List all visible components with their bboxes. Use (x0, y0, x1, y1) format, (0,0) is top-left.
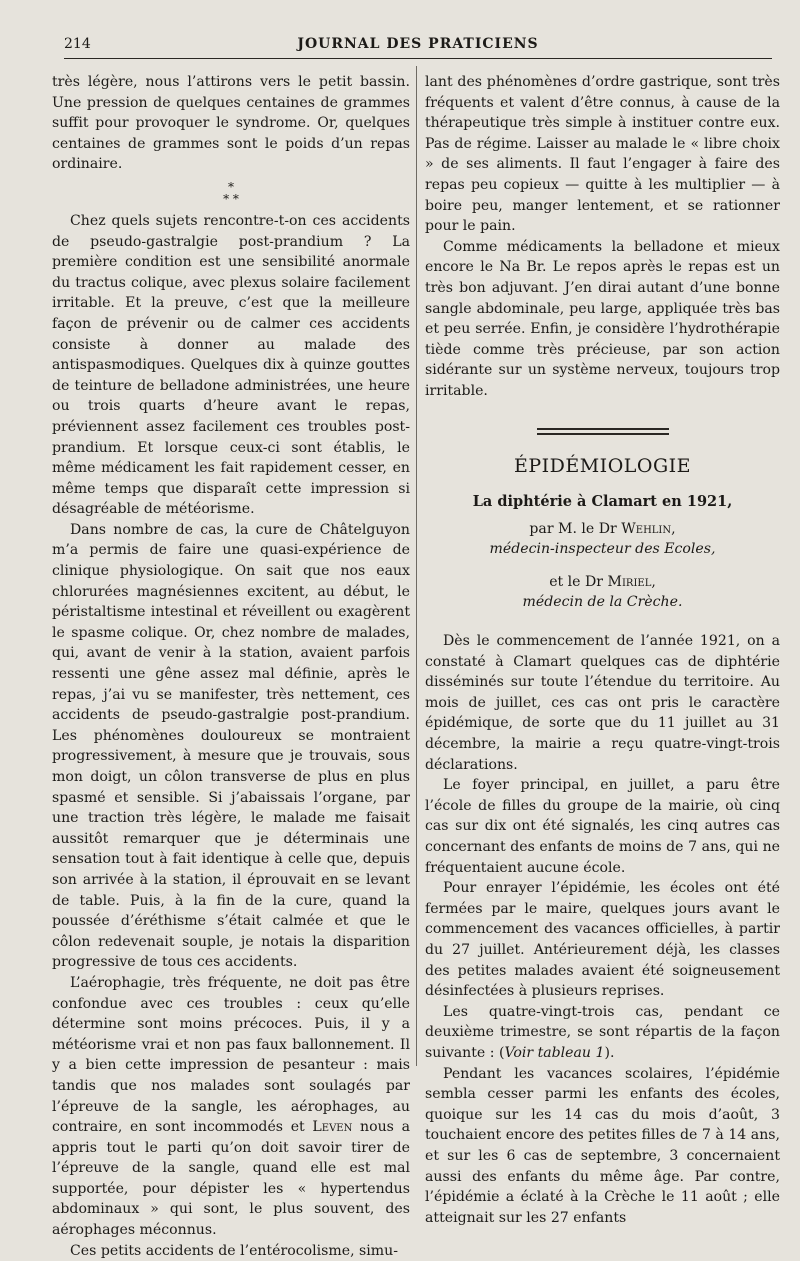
paragraph (52, 973, 410, 1241)
paragraph: Les quatre-vingt-trois cas, pendant ce deuxième trimestre, se sont répartis de la façon suivante : (Voir tableau 1). (425, 1003, 780, 1061)
section-rule (537, 428, 669, 438)
byline-role-2: médecin de la Crèche. (522, 594, 683, 611)
paragraph: Pour enrayer l’épidémie, les écoles ont été fermées par le maire, quelques jours avant le commencement des vacances officielles, à partir du 27 juillet. Antérieurement déjà, les classes des petites malades avaient été soigneusement désinfectées à plusieurs reprises. (425, 880, 780, 1000)
paragraph: Comme médicaments la belladone et mieux encore le Na Br. Le repos après le repas est un très bon adjuvant. J’en dirai autant d’une bonne sangle abdominale, peu large, appliquée très bas et peu serrée. Enfin, je considère l’hydrothérapie tiède comme très précieuse, par son action sidérante sur un système nerveux, toujours trop irritable. (425, 238, 780, 399)
journal-title: JOURNAL DES PRATICIENS (297, 36, 539, 52)
paragraph: Le foyer principal, en juillet, a paru être l’école de filles du groupe de la mairie, où cinq cas sur dix ont été signalés, les cinq autres cas concernant des enfants de moins de 7 ans, qui ne fréquentaient aucune école. (425, 777, 780, 876)
paragraph-text: L’aérophagie, très fréquente, ne doit pas être confondue avec ces troubles : ceux qu’elle détermine sont moins précoces. Puis, il y a météorisme vrai et non pas faux ballonnement. Il y a bien cette impression de pesanteur : mais tandis que nos malades sont soulagés par l’épreuve de la sangle, les aérophages, au contraire, en sont incommodés et (52, 974, 410, 1136)
page-number: 214 (64, 36, 91, 52)
byline-role-1: médecin-inspecteur des Ecoles, (489, 541, 716, 558)
paragraph: très légère, nous l’attirons vers le petit bassin. Une pression de quelques centaines de grammes suffit pour provoquer le syndrome. Or, quelques centaines de grammes sont le poids d’un repas ordinaire. (52, 74, 410, 173)
author-name: Leven (312, 1119, 353, 1136)
paragraph: lant des phénomènes d’ordre gastrique, sont très fréquents et valent d’être connus, à cause de la thérapeutique très simple à instituer contre eux. Pas de régime. Laisser au malade le « libre choix » de ses aliments. Il faut l’engager à faire des repas peu copieux — quitte à les multiplier — à boire peu, manger lentement, et se rationner pour le pain. (425, 74, 780, 235)
paragraph: Dans nombre de cas, la cure de Châtelguyon m’a permis de faire une quasi-expérience de clinique physiologique. On sait que nos eaux chlorurées magnésiennes excitent, au début, le péristaltisme intestinal et réveillent ou exagèrent le spasme colique. Or, chez nombre de malades, qui, avant de venir à la station, avaient parfois ressenti une gêne assez mal définie, après le repas, j’ai vu se manifester, très nettement, ces accidents de pseudo-gastralgie post-prandium. Les phénomènes douloureux se montraient progressivement, à mesure que je trouvais, sous mon doigt, un côlon transverse de plus en plus spasmé et sensible. Si j’abaissais l’organe, par une traction très légère, le malade me faisait aussitôt remarquer que je déterminais une sensation tout à fait identique à celle que, depuis son arrivée à la station, il éprouvait en se levant de table. Puis, à la fin de la cure, quand la poussée d’éréthisme s’était calmée et que le côlon redevenait souple, je notais la disparition progressive de tous ces accidents. (52, 521, 410, 971)
paragraph: Pendant les vacances scolaires, l’épidémie sembla cesser parmi les enfants des écoles, quoique sur les 14 cas du mois d’août, 3 touchaient encore des petites filles de 7 à 14 ans, et sur les 6 cas de septembre, 3 concernaient aussi des enfants du même âge. Par contre, l’épidémie a éclaté à la Crèche le 11 août ; elle atteignait sur les 27 enfants (425, 1065, 780, 1226)
article-title: La diphtérie à Clamart en 1921, (472, 493, 733, 511)
page-header (64, 34, 772, 59)
column-divider (416, 66, 417, 1066)
paragraph: Ces petits accidents de l’entérocolisme, simu- (70, 1242, 398, 1259)
table-reference: Voir tableau 1 (504, 1044, 605, 1061)
right-column (425, 72, 780, 1228)
section-separator: * * * (223, 179, 239, 206)
section-title: ÉPIDÉMIOLOGIE (513, 454, 692, 477)
paragraph: Chez quels sujets rencontre-t-on ces accidents de pseudo-gastralgie post-prandium ? La première condition est une sensibilité anormale du tractus colique, avec plexus solaire facilement irritable. Et la preuve, c’est que la meilleure façon de prévenir ou de calmer ces accidents consiste à donner au malade des antispasmodiques. Quelques dix à quinze gouttes de teinture de belladone administrées, une heure ou trois quarts d’heure avant le repas, préviennent assez facilement ces troubles post-prandium. Et lorsque ceux-ci sont établis, le même médicament les fait rapidement cesser, en même temps que disparaît cette impression si désagréable de météorisme. (52, 212, 410, 518)
paragraph-text: nous a appris tout le parti qu’on doit savoir tirer de l’épreuve de la sangle, quand elle est mal supportée, pour dépister les « hypertendus abdominaux » qui sont, le plus souvent, des aérophages méconnus. (52, 1119, 410, 1239)
byline-author-1: par M. le Dr Wehlin, (529, 520, 676, 537)
byline-author-2: et le Dr Miriel, (549, 573, 656, 590)
paragraph: Dès le commencement de l’année 1921, on a constaté à Clamart quelques cas de diphtérie disséminés sur toute l’étendue du territoire. Au mois de juillet, ces cas ont pris le caractère épidémique, de sorte que du 11 juillet au 31 décembre, la mairie a reçu quatre-vingt-trois déclarations. (425, 633, 780, 773)
left-column (52, 72, 410, 1261)
